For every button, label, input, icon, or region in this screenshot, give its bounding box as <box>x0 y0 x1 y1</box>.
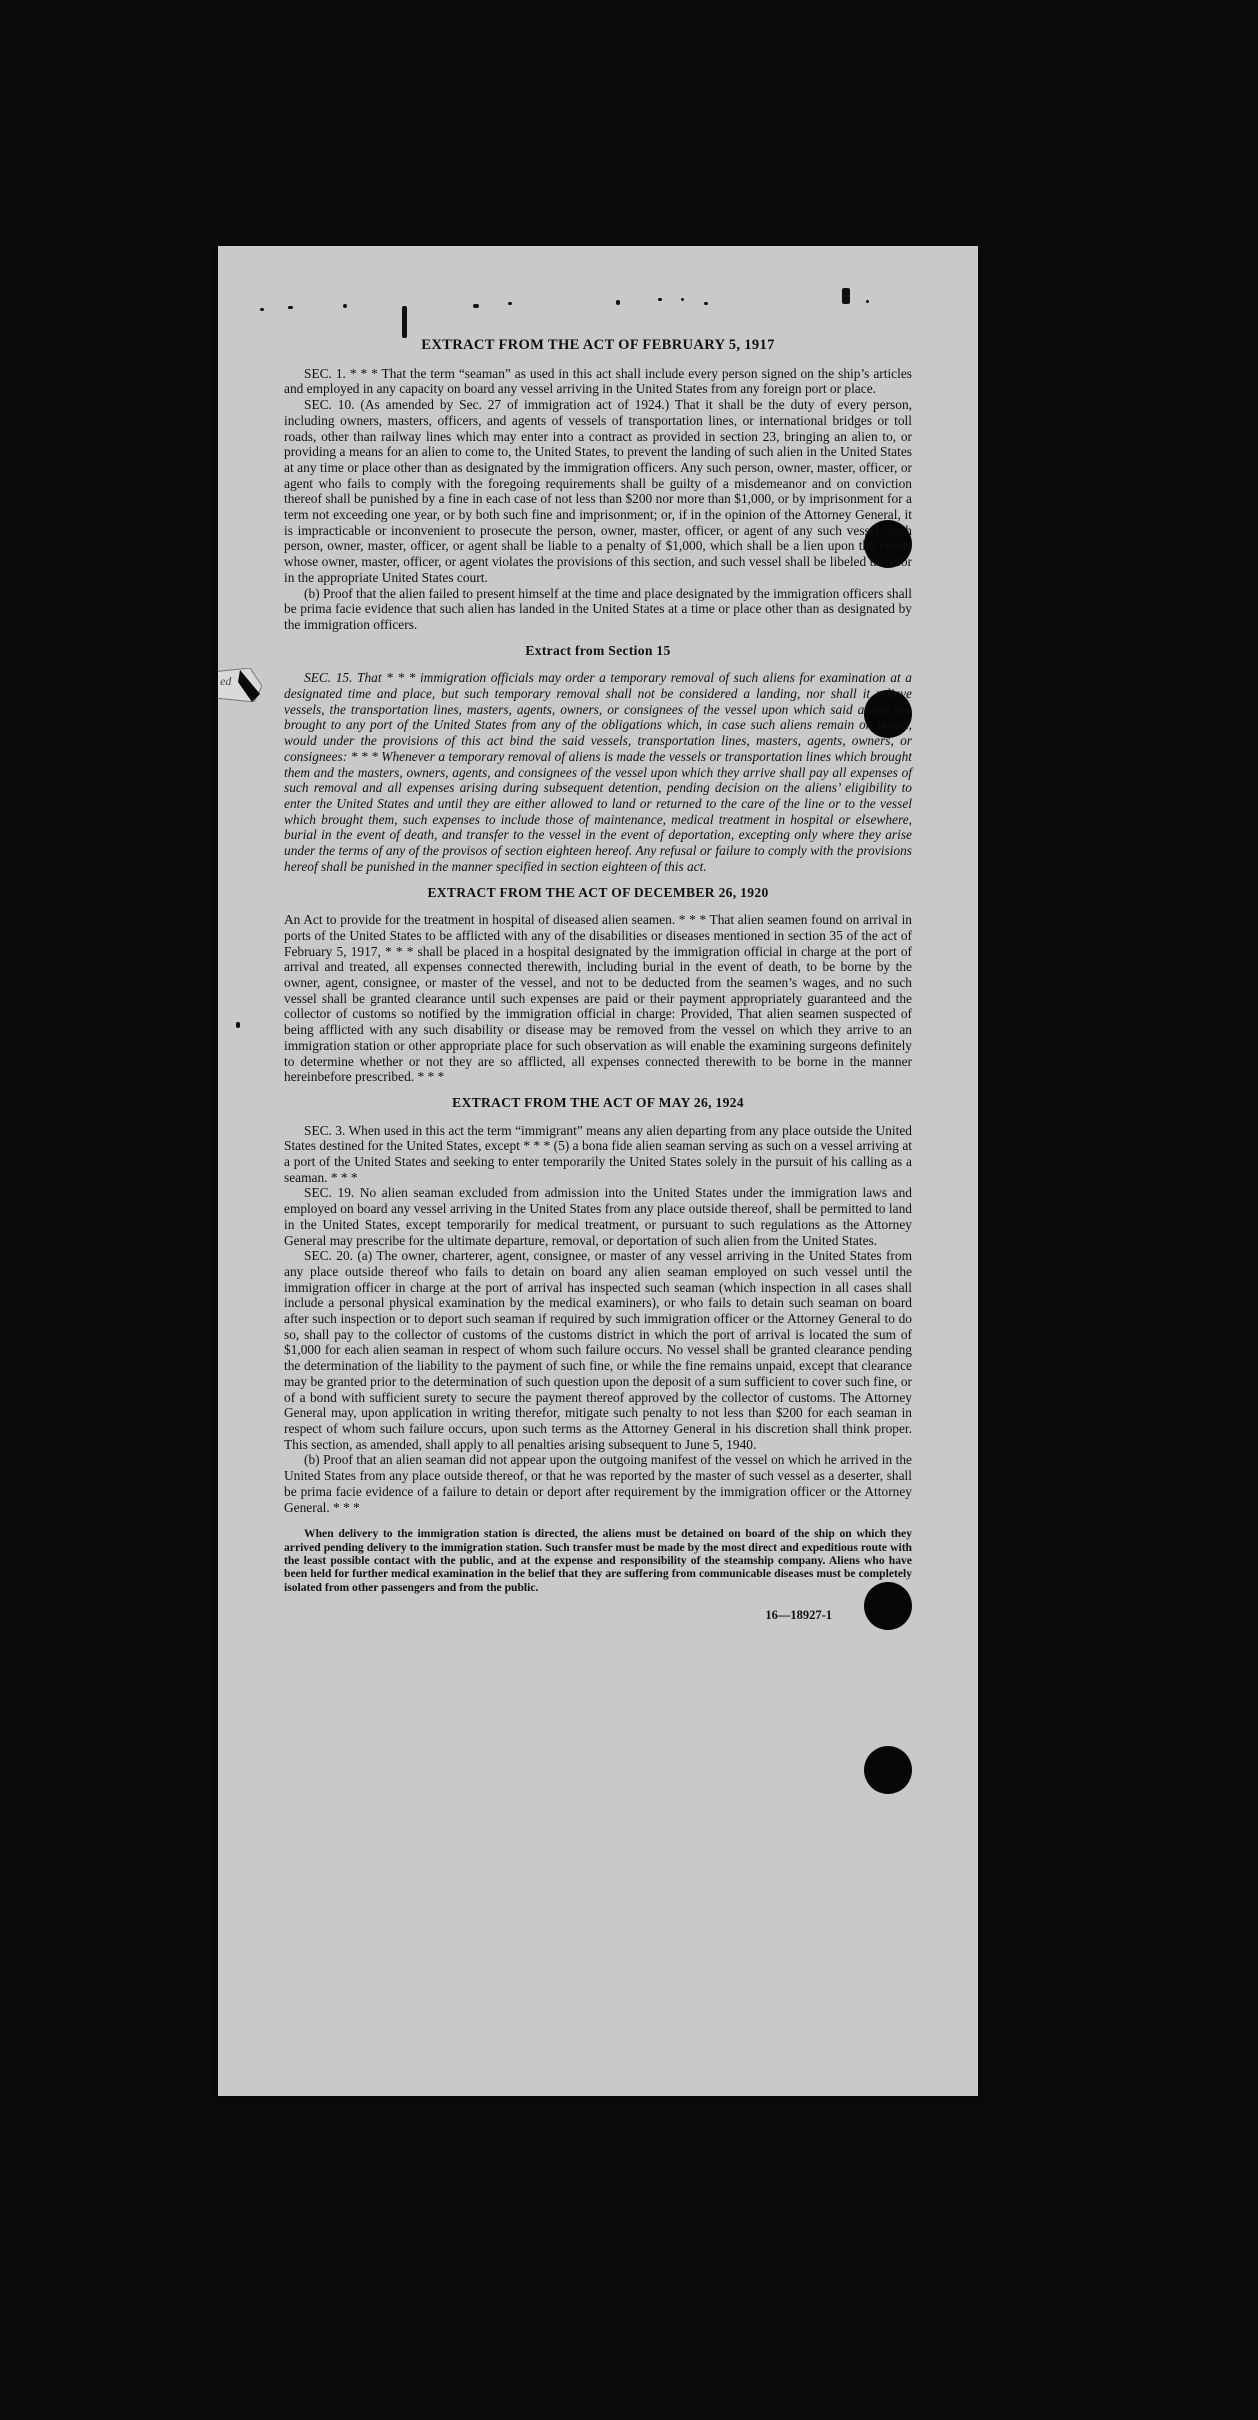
footnote: When delivery to the immigration station is directed, the aliens must be detained on board of the ship on which they arrived pending delivery to the immigration station. Such transfer must be made by the most direct and expeditious route with the least possible contact with the public, and at the expense and responsibility of the steamship company. Aliens who have been held for further medical examination in the belief that they are suffering from communicable diseases must be completely isolated from other passengers and from the public. <box>284 1527 912 1594</box>
paragraph-1917-b: (b) Proof that the alien failed to present himself at the time and place designated by the immigration officers shall be prima facie evidence that such alien has landed in the United States at a time or place other than as designated by the immigration officers. <box>284 585 912 632</box>
heading-section-15: Extract from Section 15 <box>525 642 671 658</box>
heading-act-1920: EXTRACT FROM THE ACT OF DECEMBER 26, 1920 <box>427 884 769 900</box>
paragraph-sec10: SEC. 10. (As amended by Sec. 27 of immigration act of 1924.) That it shall be the duty of every person, including owners, masters, officers, and agents of vessels of transportation lines, or international bridges or toll roads, other than railway lines which may enter into a contract as provided in section 23, bringing an alien to, or providing a means for an alien to come to, the United States, to prevent the landing of such alien in the United States at any time or place other than as designated by the immigration officers. Any such person, owner, master, officer, or agent who fails to comply with the foregoing requirements shall be guilty of a misdemeanor and on conviction thereof shall be punished by a fine in each case of not less than $200 nor more than $1,000, or by imprisonment for a term not exceeding one year, or by both such fine and imprisonment; or, if in the opinion of the Attorney General, it is impracticable or inconvenient to prosecute the person, owner, master, officer, or agent of any such vessel, such person, owner, master, officer, or agent shall be liable to a penalty of $1,000, which shall be a lien upon the vessel whose owner, master, officer, or agent violates the provisions of this section, and such vessel shall be libeled therefor in the appropriate United States court. <box>284 397 912 585</box>
scan-mark <box>616 300 620 305</box>
paragraph-1924-sec19: SEC. 19. No alien seaman excluded from admission into the United States under the immigration laws and employed on board any vessel arriving in the United States from any place outside thereof, shall be permitted to land in the United States, except temporarily for medical treatment, or pursuant to such regulations as the Attorney General may prescribe for the ultimate departure, removal, or deportation of such alien from the United States. <box>284 1185 912 1248</box>
edge-note: ed <box>220 674 232 688</box>
scan-mark <box>704 302 708 305</box>
document-page <box>218 246 978 2096</box>
scan-mark <box>343 304 347 308</box>
scan-mark <box>842 288 850 304</box>
scan-mark <box>658 298 662 301</box>
form-number: 16—18927-1 <box>765 1608 832 1623</box>
scan-mark <box>508 302 512 305</box>
paragraph-sec15: SEC. 15. That * * * immigration officials may order a temporary removal of such aliens for examination at a designated time and place, but such temporary removal shall not be considered a landing, nor shall it relieve vessels, the transportation lines, masters, agents, owners, or consignees of the vessel upon which said aliens are brought to any port of the United States from any of the obligations which, in case such aliens remain on board, would under the provisions of this act bind the said vessels, transportation lines, masters, agents, owners, or consignees: * * * Whenever a temporary removal of aliens is made the vessels or transportation lines which brought them and the masters, owners, agents, and consignees of the vessel upon which they arrive shall pay all expenses of such removal and all expenses arising during subsequent detention, pending decision on the aliens’ eligibility to enter the United States and until they are either allowed to land or returned to the care of the line or to the vessel which brought them, such expenses to include those of maintenance, medical treatment in hospital or elsewhere, burial in the event of death, and transfer to the vessel in the event of deportation, excepting only where they arise under the terms of any of the provisos of section eighteen hereof. Any refusal or failure to comply with the provisions hereof shall be punished in the manner specified in section eighteen of this act. <box>284 670 912 874</box>
scan-mark <box>288 306 293 309</box>
scan-mark <box>866 300 869 303</box>
paragraph-sec1: SEC. 1. * * * That the term “seaman” as used in this act shall include every person signed on the ship’s articles and employed in any capacity on board any vessel arriving in the United States from any foreign port or place. <box>284 365 912 397</box>
punch-hole <box>864 1746 912 1794</box>
staple-mark <box>402 306 407 338</box>
heading-act-1924: EXTRACT FROM THE ACT OF MAY 26, 1924 <box>452 1094 744 1110</box>
paragraph-1924-sec20: SEC. 20. (a) The owner, charterer, agent, consignee, or master of any vessel arriving in the United States from any place outside thereof who fails to detain on board any alien seaman employed on such vessel until the immigration officer in charge at the port of arrival has inspected such seaman (which inspection in all cases shall include a personal physical examination by the medical examiners), or who fails to detain such seaman on board after such inspection or to deport such seaman if required by such immigration officer or the Attorney General to do so, shall pay to the collector of customs of the customs district in which the port of arrival is located the sum of $1,000 for each alien seaman in respect of whom such failure occurs. No vessel shall be granted clearance pending the determination of the liability to the payment of such fine, or while the fine remains unpaid, except that clearance may be granted prior to the determination of such question upon the deposit of a sum sufficient to cover such fine, or of a bond with sufficient surety to secure the payment thereof approved by the collector of customs. The Attorney General may, upon application in writing therefor, mitigate such penalty to not less than $200 for each seaman in respect of whom such failure occurs, upon such terms as the Attorney General in his discretion shall think proper. This section, as amended, shall apply to all penalties arising subsequent to June 5, 1940. <box>284 1248 912 1452</box>
scan-mark <box>260 308 264 311</box>
paragraph-1924-sec3: SEC. 3. When used in this act the term “immigrant” means any alien departing from any place outside the United States destined for the United States, except * * * (5) a bona fide alien seaman serving as such on a vessel arriving at a port of the United States and seeking to enter temporarily the United States solely in the pursuit of his calling as a seaman. * * * <box>284 1122 912 1185</box>
paragraph-1924-b: (b) Proof that an alien seaman did not appear upon the outgoing manifest of the vessel on which he arrived in the United States from any place outside thereof, or that he was reported by the master of such vessel as a deserter, shall be prima facie evidence of a failure to detain or deport after requirement by the immigration officer or the Attorney General. * * * <box>284 1452 912 1515</box>
heading-act-1917: EXTRACT FROM THE ACT OF FEBRUARY 5, 1917 <box>421 337 775 353</box>
scan-mark <box>236 1022 240 1028</box>
scan-mark <box>681 298 684 301</box>
document-body <box>284 338 912 1624</box>
scan-mark <box>473 304 479 308</box>
paragraph-1920: An Act to provide for the treatment in hospital of diseased alien seamen. * * * That alien seamen found on arrival in ports of the United States to be afflicted with any of the disabilities or diseases mentioned in section 35 of the act of February 5, 1917, * * * shall be placed in a hospital designated by the immigration official in charge at the port of arrival and treated, all expenses connected therewith, including burial in the event of death, to be borne by the owner, agent, consignee, or master of the vessel, and not to be deducted from the seamen’s wages, and no such vessel shall be granted clearance until such expenses are paid or their payment appropriately guaranteed and the collector of customs so notified by the immigration official in charge: Provided, That alien seamen suspected of being afflicted with any such disability or disease may be removed from the vessel on which they arrive to an immigration station or other appropriate place for such observation as will enable the examining surgeons definitely to determine whether or not they are so afflicted, all expenses connected therewith to be borne in the manner hereinbefore prescribed. * * * <box>284 912 912 1085</box>
